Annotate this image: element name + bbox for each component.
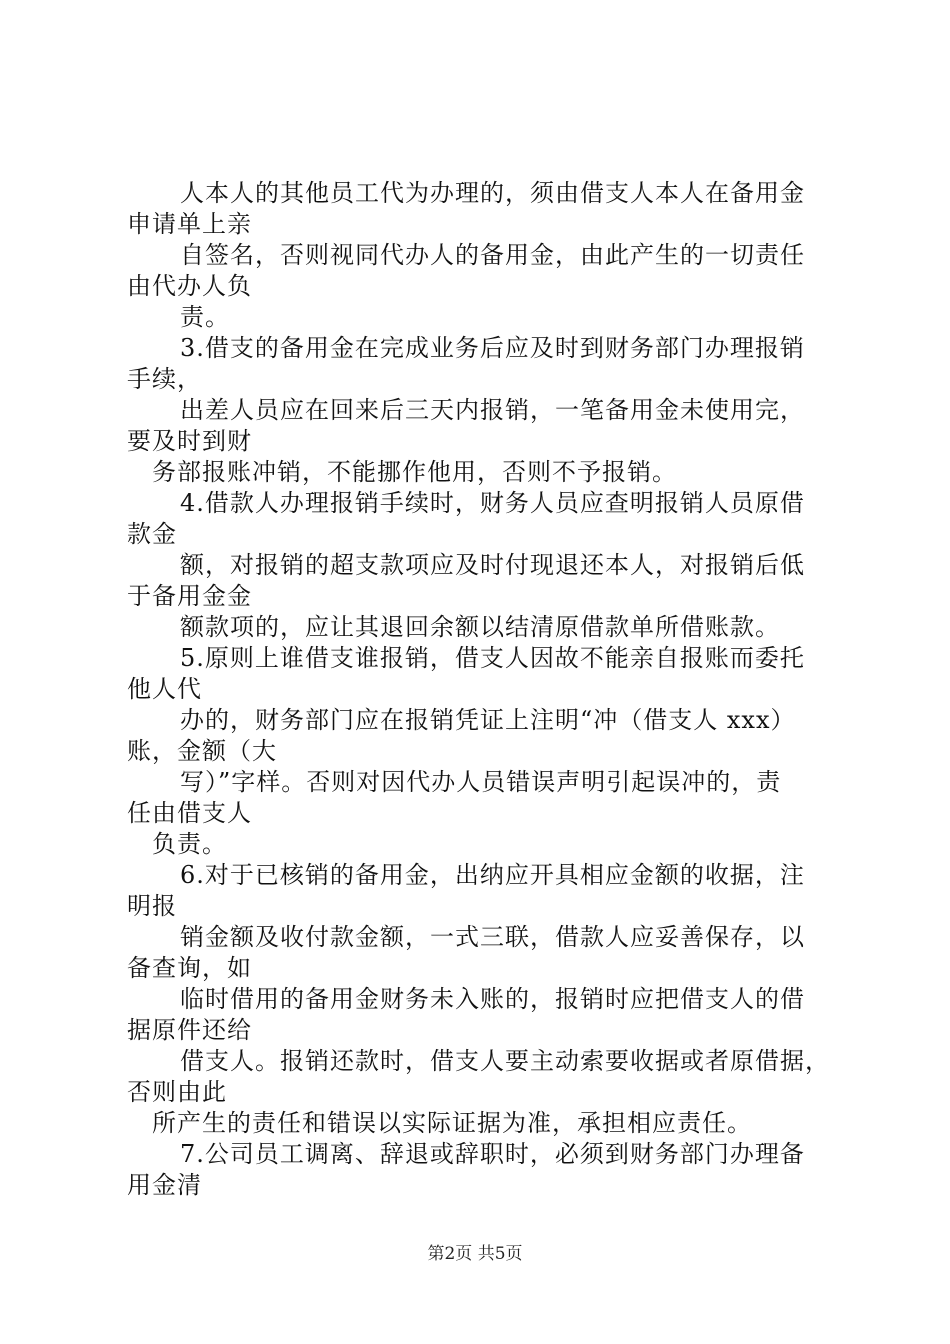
text-line: 要及时到财 [127,427,252,455]
text-line: 备查询，如 [127,954,252,982]
text-line: 手续， [127,365,202,393]
text-line: 由代办人负 [127,272,252,300]
text-line: 5.原则上谁借支谁报销，借支人因故不能亲自报账而委托 [180,644,805,672]
text-line: 写）”字样。否则对因代办人员错误声明引起误冲的，责 [180,768,782,796]
text-line: 据原件还给 [127,1016,252,1044]
text-line: 人本人的其他员工代为办理的，须由借支人本人在备用金 [180,179,805,207]
text-line: 自签名，否则视同代办人的备用金，由此产生的一切责任 [180,241,805,269]
text-line: 3.借支的备用金在完成业务后应及时到财务部门办理报销 [180,334,805,362]
page-footer [0,1243,950,1265]
text-line: 明报 [127,892,177,920]
text-line: 用金清 [127,1171,202,1199]
text-line: 账，金额（大 [127,737,277,765]
text-line: 借支人。报销还款时，借支人要主动索要收据或者原借据， [180,1047,830,1075]
text-line: 销金额及收付款金额，一式三联，借款人应妥善保存，以 [180,923,805,951]
text-line: 出差人员应在回来后三天内报销，一笔备用金未使用完， [180,396,805,424]
text-line: 额款项的，应让其退回余额以结清原借款单所借账款。 [180,613,780,641]
text-line: 负责。 [152,830,227,858]
text-line: 办的，财务部门应在报销凭证上注明“冲（借支人 xxx） [180,706,796,734]
page-number: 第2页 共5页 [427,1244,523,1264]
text-line: 7.公司员工调离、辞退或辞职时，必须到财务部门办理备 [180,1140,805,1168]
text-line: 否则由此 [127,1078,227,1106]
text-line: 4.借款人办理报销手续时，财务人员应查明报销人员原借 [180,489,805,517]
text-line: 额，对报销的超支款项应及时付现退还本人，对报销后低 [180,551,805,579]
text-line: 申请单上亲 [127,210,252,238]
text-line: 责。 [180,303,230,331]
text-line: 临时借用的备用金财务未入账的，报销时应把借支人的借 [180,985,805,1013]
text-line: 他人代 [127,675,202,703]
text-line: 务部报账冲销，不能挪作他用，否则不予报销。 [152,458,677,486]
text-line: 任由借支人 [127,799,252,827]
text-line: 6.对于已核销的备用金，出纳应开具相应金额的收据，注 [180,861,805,889]
text-line: 于备用金金 [127,582,252,610]
text-line: 款金 [127,520,177,548]
text-line: 所产生的责任和错误以实际证据为准，承担相应责任。 [152,1109,752,1137]
